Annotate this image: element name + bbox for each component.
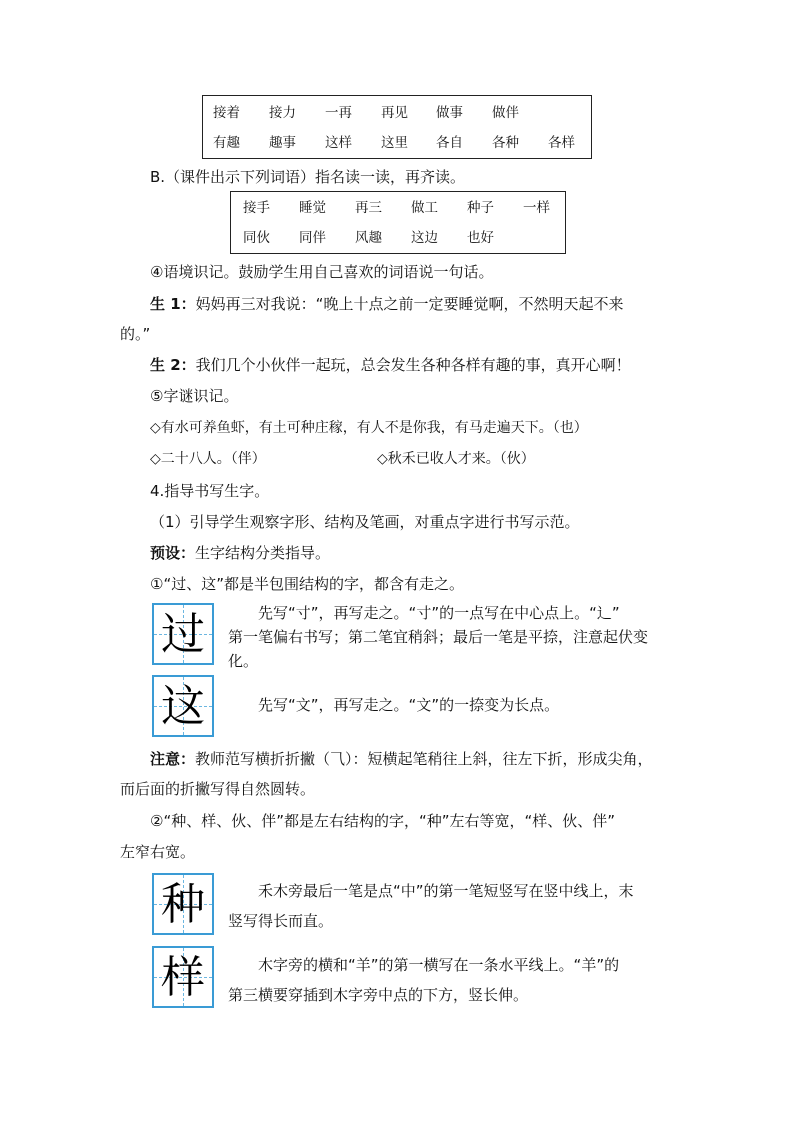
word-cell: 各种 xyxy=(492,135,519,151)
word-cell: 再见 xyxy=(381,105,408,121)
yang-desc-line2: 第三横要穿插到木字旁中点的下方，竖长伸。 xyxy=(228,986,529,1004)
word-cell: 一样 xyxy=(523,200,550,216)
student1-line1 xyxy=(150,294,623,314)
riddle-2: ◇二十八人。（伴） xyxy=(150,451,266,467)
word-cell: 接力 xyxy=(269,105,296,121)
preset-label: 预设： xyxy=(150,544,196,562)
preset-line xyxy=(150,543,330,563)
word-cell: 做事 xyxy=(436,105,463,121)
word-cell: 再三 xyxy=(355,200,382,216)
note-text: 教师范写横折折撇（⺄）：短横起笔稍往上斜，往左下折，形成尖角， xyxy=(195,750,653,768)
word-cell: 同伴 xyxy=(299,230,326,246)
zhong-desc-line2: 竖写得长而直。 xyxy=(228,912,334,930)
student2-label: 生 2： xyxy=(150,356,196,374)
zhe-desc: 先写“文”，再写走之。“文”的一捺变为长点。 xyxy=(258,696,560,714)
item4-heading: ④语境识记。鼓励学生用自己喜欢的词语说一句话。 xyxy=(150,263,494,281)
section-4-heading: 4.指导书写生字。 xyxy=(150,482,270,500)
character-zhe: 这 xyxy=(161,681,205,732)
word-cell: 一再 xyxy=(325,105,352,121)
character-guo: 过 xyxy=(161,609,205,660)
word-cell: 各自 xyxy=(436,135,463,151)
point-2-line2: 左窄右宽。 xyxy=(120,843,196,861)
student1-label: 生 1： xyxy=(150,295,196,313)
riddle-1: ◇有水可养鱼虾，有土可种庄稼，有人不是你我，有马走遍天下。（也） xyxy=(150,420,588,436)
word-cell: 睡觉 xyxy=(299,200,326,216)
preset-text: 生字结构分类指导。 xyxy=(195,544,331,562)
word-cell: 同伙 xyxy=(243,230,270,246)
item5-heading: ⑤字谜识记。 xyxy=(150,387,239,405)
step-1: （1）引导学生观察字形、结构及笔画，对重点字进行书写示范。 xyxy=(150,513,580,531)
word-box-1 xyxy=(202,95,592,159)
student1-text: 妈妈再三对我说：“晚上十点之前一定要睡觉啊，不然明天起不来 xyxy=(195,295,624,313)
word-box-2 xyxy=(230,191,566,254)
point-1: ①“过、这”都是半包围结构的字，都含有走之。 xyxy=(150,575,464,593)
word-cell: 种子 xyxy=(467,200,494,216)
student1-line2: 的。” xyxy=(120,325,151,343)
tianzige-guo xyxy=(152,603,214,665)
word-cell: 风趣 xyxy=(355,230,382,246)
word-cell: 这里 xyxy=(381,135,408,151)
word-cell: 做工 xyxy=(411,200,438,216)
note-line2: 而后面的折撇写得自然圆转。 xyxy=(120,780,316,798)
tianzige-zhe xyxy=(152,675,214,737)
word-cell: 做伴 xyxy=(492,105,519,121)
word-cell: 这样 xyxy=(325,135,352,151)
guo-desc-line3: 化。 xyxy=(228,652,259,670)
word-cell: 接着 xyxy=(213,105,240,121)
note-line1 xyxy=(150,749,653,769)
student2-line xyxy=(150,355,631,375)
riddle-3: ◇秋禾已收人才来。（伙） xyxy=(377,451,535,467)
note-label: 注意： xyxy=(150,750,196,768)
character-zhong: 种 xyxy=(161,879,205,930)
zhong-desc-line1: 禾木旁最后一笔是点“中”的第一笔短竖写在竖中线上，末 xyxy=(258,882,634,900)
word-cell: 有趣 xyxy=(213,135,240,151)
word-cell: 也好 xyxy=(467,230,494,246)
line-b: B.（课件出示下列词语）指名读一读，再齐读。 xyxy=(150,168,466,186)
character-yang: 样 xyxy=(161,952,205,1003)
guo-desc-line2: 第一笔偏右书写；第二笔宜稍斜；最后一笔是平捺，注意起伏变 xyxy=(228,628,649,646)
word-cell: 趣事 xyxy=(269,135,296,151)
word-cell: 接手 xyxy=(243,200,270,216)
word-cell: 这边 xyxy=(411,230,438,246)
tianzige-yang xyxy=(152,946,214,1008)
word-cell: 各样 xyxy=(548,135,575,151)
guo-desc-line1: 先写“寸”，再写走之。“寸”的一点写在中心点上。“辶” xyxy=(258,604,620,622)
yang-desc-line1: 木字旁的横和“羊”的第一横写在一条水平线上。“羊”的 xyxy=(258,956,620,974)
student2-text: 我们几个小伙伴一起玩，总会发生各种各样有趣的事，真开心啊！ xyxy=(195,356,631,374)
tianzige-zhong xyxy=(152,873,214,935)
point-2-line1: ②“种、样、伙、伴”都是左右结构的字，“种”左右等宽，“样、伙、伴” xyxy=(150,812,616,830)
